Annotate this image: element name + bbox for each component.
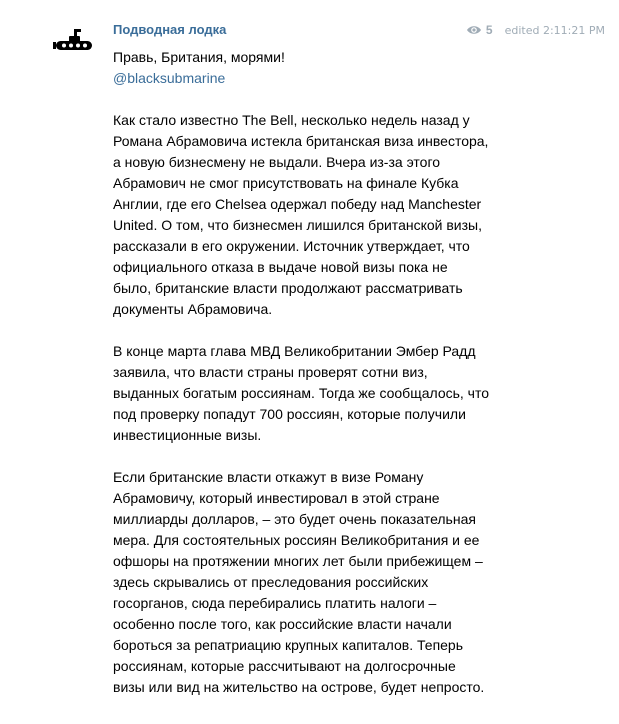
text-line: Абрамовичу, который инвестировал в этой стране	[113, 490, 440, 506]
channel-name[interactable]: Подводная лодка	[113, 22, 227, 37]
text-line: Как стало известно The Bell, несколько недель назад у	[113, 112, 470, 128]
post-body	[113, 47, 513, 719]
text-line: под проверку попадут 700 россиян, которые получили	[113, 406, 466, 422]
text-line: здесь скрывались от преследования российских	[113, 574, 429, 590]
text-line: визы или вид на жительство на острове, будет непросто.	[113, 679, 485, 695]
text-line: официального отказа в выдаче новой визы пока не	[113, 259, 448, 275]
channel-avatar[interactable]	[50, 18, 98, 66]
submarine-icon	[50, 18, 98, 66]
post-tagline: Правь, Британия, морями!	[113, 49, 285, 65]
text-line: Если британские власти откажут в визе Роману	[113, 469, 424, 485]
text-line: бороться за репатриацию крупных капиталов. Теперь	[113, 637, 464, 653]
post-meta	[466, 23, 605, 37]
text-line: инвестиционные визы.	[113, 427, 262, 443]
text-line: заявила, что власти страны проверят сотни виз,	[113, 364, 428, 380]
text-line: В конце марта глава МВД Великобритании Эмбер Радд	[113, 343, 476, 359]
text-line: Англии, где его Chelsea одержал победу над Manchester	[113, 196, 482, 212]
text-line: а новую бизнесмену не выдали. Вчера из-за этого	[113, 154, 441, 170]
text-line: было, британские власти продолжают рассматривать	[113, 280, 463, 296]
edited-timestamp: edited 2:11:21 PM	[504, 23, 605, 37]
text-line: офшоры на протяжении многих лет были прибежищем –	[113, 553, 483, 569]
text-line: миллиарды долларов, – это будет очень показательная	[113, 511, 476, 527]
views-count: 5	[485, 23, 493, 37]
eye-icon	[466, 24, 482, 36]
text-line: документы Абрамовича.	[113, 301, 273, 317]
channel-handle-link[interactable]: @blacksubmarine	[113, 70, 226, 86]
text-line: Романа Абрамовича истекла британская виза инвестора,	[113, 133, 489, 149]
text-line: выданных богатым россиянам. Тогда же сообщалось, что	[113, 385, 490, 401]
text-line: мера. Для состоятельных россиян Великобритания и ее	[113, 532, 480, 548]
paragraph-3	[113, 467, 513, 698]
paragraph-1	[113, 110, 513, 320]
post-header	[113, 22, 605, 42]
text-line: Абрамович не смог присутствовать на финале Кубка	[113, 175, 459, 191]
text-line: United. О том, что бизнесмен лишился британской визы,	[113, 217, 482, 233]
text-line: россиянам, которые рассчитывают на долгосрочные	[113, 658, 456, 674]
text-line: рассказали в его окружении. Источник утверждает, что	[113, 238, 470, 254]
text-line: госорганов, сюда перебирались платить налоги –	[113, 595, 437, 611]
paragraph-2	[113, 341, 513, 446]
text-line: особенно после того, как российские власти начали	[113, 616, 452, 632]
